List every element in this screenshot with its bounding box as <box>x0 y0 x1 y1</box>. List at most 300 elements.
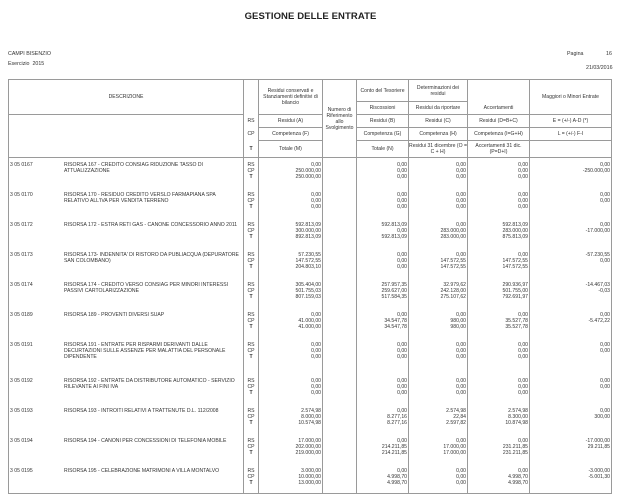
table-body <box>9 158 612 494</box>
cell-value-e: 300,00 <box>594 413 610 420</box>
t-label: T <box>249 323 253 330</box>
cell-col-c <box>409 464 468 494</box>
resource-code: 3 05 0195 <box>10 467 33 474</box>
cell-value-c: 980,00 <box>450 317 466 324</box>
cp-label: CP <box>247 347 255 354</box>
cell-value-b: 0,00 <box>397 389 407 396</box>
resource-description: RISORSA 170 - RESIDUO CREDITO VERSLO FARMAPIANA SPA RELATIVO ALL'IVA PER VENDITA TERRENO <box>64 191 216 204</box>
cell-value-a: 0,00 <box>311 341 321 348</box>
cell-description <box>9 338 244 374</box>
cell-col-a <box>259 374 323 404</box>
resource-description: RISORSA 195 - CELEBRAZIONE MATRIMONI A VILLA MONTALVO <box>64 467 220 474</box>
cp-label: CP <box>247 317 255 324</box>
cell-value-e: -3.000,00 <box>588 467 610 474</box>
cell-value-c: 0,00 <box>456 168 466 174</box>
cell-numero <box>323 404 357 434</box>
cell-value-d: 290.936,97 <box>502 281 528 288</box>
cell-value-c: 0,00 <box>456 197 466 204</box>
cell-value-a: 202.000,00 <box>295 443 321 450</box>
cell-description <box>9 404 244 434</box>
cell-rs-labels <box>244 374 259 404</box>
cell-col-g <box>357 338 409 374</box>
header-col-g-rs: Residui (B) <box>357 115 409 128</box>
cell-value-b: 0,00 <box>397 227 407 234</box>
cell-value-b: 0,00 <box>397 162 407 168</box>
cell-value-e: -14.467,03 <box>585 281 610 288</box>
header-col-a-cp: Competenza (F) <box>259 128 323 141</box>
header-col-d-blank <box>468 80 530 102</box>
cell-col-e <box>530 218 612 248</box>
header-col-g-sub: Riscossioni <box>357 102 409 115</box>
cell-description <box>9 158 244 188</box>
cell-value-c: 17.000,00 <box>443 443 466 450</box>
cell-value-d: 0,00 <box>518 197 528 204</box>
t-label: T <box>249 293 253 300</box>
cell-col-a <box>259 404 323 434</box>
t-label: T <box>249 389 253 396</box>
cell-value-b: 34.547,78 <box>384 317 407 324</box>
cell-value-c: 0,00 <box>456 251 466 258</box>
cell-rs-labels <box>244 308 259 338</box>
header-rs-blank <box>244 80 259 115</box>
entity-name: CAMPI BISENZIO <box>8 51 51 57</box>
cp-label: CP <box>247 287 255 294</box>
cell-value-a: 250.000,00 <box>295 168 321 174</box>
cell-value-a: 892.813,09 <box>295 233 321 240</box>
cell-value-b: 0,00 <box>397 174 407 180</box>
cell-value-e: 29.211,85 <box>587 443 610 450</box>
cell-col-a <box>259 338 323 374</box>
rs-label: RS <box>247 251 255 258</box>
cp-label: CP <box>247 197 255 204</box>
cell-value-a: 204.803,10 <box>295 263 321 270</box>
cell-value-d: 0,00 <box>518 353 528 360</box>
cell-value-c: 283.000,00 <box>440 233 466 240</box>
cell-value-d: 0,00 <box>518 174 528 180</box>
cell-value-d: 0,00 <box>518 347 528 354</box>
header-col-g-t: Totale (N) <box>357 141 409 158</box>
cell-rs-labels <box>244 188 259 218</box>
header-col-e-t <box>530 141 612 158</box>
cell-numero <box>323 308 357 338</box>
cell-value-e: -17.000,00 <box>585 227 610 234</box>
cp-label: CP <box>247 168 255 174</box>
cell-description <box>9 278 244 308</box>
t-label: T <box>249 449 253 456</box>
table-row <box>9 278 612 308</box>
cell-numero <box>323 374 357 404</box>
cell-value-e: 0,00 <box>600 383 610 390</box>
cell-col-c <box>409 158 468 188</box>
cell-value-e: -17.000,00 <box>585 437 610 444</box>
cell-value-c: 275.107,62 <box>440 293 466 300</box>
cell-col-a <box>259 308 323 338</box>
cell-value-a: 3.000,00 <box>301 467 321 474</box>
cell-value-b: 0,00 <box>397 197 407 204</box>
cell-value-c: 147.572,55 <box>440 257 466 264</box>
resource-code: 3 05 0174 <box>10 281 33 288</box>
cell-value-b: 4.998,70 <box>387 479 407 486</box>
cell-col-a <box>259 188 323 218</box>
rs-label: RS <box>247 311 255 318</box>
cell-description <box>9 374 244 404</box>
t-label: T <box>249 353 253 360</box>
cell-value-d: 4.998,70 <box>508 479 528 486</box>
cell-value-a: 147.572,55 <box>295 257 321 264</box>
cell-col-e <box>530 338 612 374</box>
header-col-c-t: Residui 31 dicembre (O = C + H) <box>409 141 468 158</box>
rs-label: RS <box>247 162 255 168</box>
cell-value-b: 8.277,16 <box>387 419 407 426</box>
header-col-c-group: Determinazioni dei residui <box>409 80 468 102</box>
header-numero: Numero di Riferimento allo Svolgimento <box>323 80 357 158</box>
cell-value-d: 0,00 <box>518 389 528 396</box>
cell-description <box>9 434 244 464</box>
cell-col-c <box>409 308 468 338</box>
table-row <box>9 464 612 494</box>
cell-value-a: 0,00 <box>311 197 321 204</box>
cell-col-d <box>468 158 530 188</box>
resource-description: RISORSA 174 - CREDITO VERSO CONSIAG PER MINORI INTERESSI PASSIVI CARTOLARIZZAZIONE <box>64 281 229 294</box>
rs-label: RS <box>247 437 255 444</box>
cell-value-a: 41.000,00 <box>298 323 321 330</box>
header-col-c-sub: Residui da riportare <box>409 102 468 115</box>
cell-value-c: 0,00 <box>456 437 466 444</box>
cell-value-a: 10.000,00 <box>298 473 321 480</box>
cell-numero <box>323 248 357 278</box>
cell-col-e <box>530 278 612 308</box>
rs-label: RS <box>247 467 255 474</box>
cell-value-c: 32.979,62 <box>443 281 466 288</box>
t-label: T <box>249 233 253 240</box>
cell-value-c: 283.000,00 <box>440 227 466 234</box>
cell-value-e: 0,00 <box>600 311 610 318</box>
t-label: T <box>249 479 253 486</box>
header-col-e-group: Maggiori o Minori Entrate <box>530 80 612 115</box>
table-row <box>9 188 612 218</box>
cell-value-a: 0,00 <box>311 377 321 384</box>
cell-value-b: 592.813,09 <box>381 221 407 228</box>
cell-value-a: 305.404,00 <box>295 281 321 288</box>
cell-value-d: 147.572,55 <box>502 263 528 270</box>
cell-col-d <box>468 308 530 338</box>
cell-value-d: 0,00 <box>518 162 528 168</box>
cell-value-e: 0,00 <box>600 191 610 198</box>
cell-value-c: 0,00 <box>456 311 466 318</box>
cell-col-d <box>468 338 530 374</box>
cell-value-c: 0,00 <box>456 203 466 210</box>
cell-value-c: 0,00 <box>456 479 466 486</box>
cell-col-e <box>530 374 612 404</box>
cell-col-e <box>530 464 612 494</box>
cell-value-d: 0,00 <box>518 437 528 444</box>
cell-value-b: 259.627,00 <box>381 287 407 294</box>
cell-col-e <box>530 308 612 338</box>
resource-code: 3 05 0192 <box>10 377 33 384</box>
cell-value-c: 17.000,00 <box>443 449 466 456</box>
cell-col-c <box>409 434 468 464</box>
header-cp: CP <box>244 128 259 141</box>
header-col-g-cp: Competenza (G) <box>357 128 409 141</box>
table-row <box>9 374 612 404</box>
cell-numero <box>323 338 357 374</box>
cell-value-c: 0,00 <box>456 377 466 384</box>
cell-value-c: 0,00 <box>456 341 466 348</box>
resource-description: RISORSA 172 - ESTRA RETI GAS - CANONE CONCESSORIO ANNO 2011 <box>64 221 238 228</box>
cell-rs-labels <box>244 404 259 434</box>
table-row <box>9 218 612 248</box>
cell-value-d: 147.572,55 <box>502 257 528 264</box>
cell-value-b: 0,00 <box>397 257 407 264</box>
cell-col-g <box>357 188 409 218</box>
cell-value-a: 219.000,00 <box>295 449 321 456</box>
exercise-info <box>8 61 44 67</box>
cell-col-d <box>468 278 530 308</box>
resource-description: RISORSA 192 - ENTRATE DA DISTRIBUTORE AUTOMATICO - SERVIZIO RILEVANTE AI FINI IVA <box>64 377 235 390</box>
cell-numero <box>323 218 357 248</box>
cell-rs-labels <box>244 464 259 494</box>
cell-value-e: -250.000,00 <box>582 168 610 174</box>
cell-value-b: 0,00 <box>397 263 407 270</box>
header-t: T <box>244 141 259 158</box>
rs-label: RS <box>247 281 255 288</box>
cp-label: CP <box>247 443 255 450</box>
cell-value-b: 214.211,85 <box>381 443 407 450</box>
cell-col-c <box>409 218 468 248</box>
cell-value-c: 0,00 <box>456 347 466 354</box>
cell-value-a: 2.574,98 <box>301 407 321 414</box>
cell-numero <box>323 434 357 464</box>
cell-value-d: 0,00 <box>518 203 528 210</box>
cell-value-a: 250.000,00 <box>295 174 321 180</box>
cell-value-a: 10.574,98 <box>298 419 321 426</box>
cell-value-c: 980,00 <box>450 323 466 330</box>
header-col-a-group: Residui conservati e Stanziamenti definitivi di bilancio <box>259 80 323 115</box>
cell-value-c: 242.128,00 <box>440 287 466 294</box>
header-col-d-sub: Accertamenti <box>468 102 530 115</box>
cell-numero <box>323 158 357 188</box>
cell-value-c: 0,00 <box>456 162 466 168</box>
cell-value-b: 0,00 <box>397 168 407 174</box>
cell-col-c <box>409 404 468 434</box>
cell-value-d: 792.691,97 <box>502 293 528 300</box>
cell-value-d: 4.998,70 <box>508 473 528 480</box>
cell-value-b: 0,00 <box>397 383 407 390</box>
header-col-d-t: Accertamenti 31 dic. (P=D+I) <box>468 141 530 158</box>
cell-col-e <box>530 188 612 218</box>
cell-value-b: 0,00 <box>397 407 407 414</box>
report-title: GESTIONE DELLE ENTRATE <box>244 11 377 22</box>
cell-value-a: 0,00 <box>311 383 321 390</box>
t-label: T <box>249 203 253 210</box>
cell-col-c <box>409 374 468 404</box>
header-rs: RS <box>244 115 259 128</box>
table-row <box>9 338 612 374</box>
cell-value-b: 0,00 <box>397 353 407 360</box>
header-col-c-rs: Residui (C) <box>409 115 468 128</box>
cell-col-c <box>409 188 468 218</box>
cell-value-b: 8.277,16 <box>387 413 407 420</box>
cell-numero <box>323 464 357 494</box>
cell-value-e: 0,00 <box>600 341 610 348</box>
header-col-a-t: Totale (M) <box>259 141 323 158</box>
cell-value-a: 0,00 <box>311 162 321 168</box>
cell-value-c: 0,00 <box>456 473 466 480</box>
cell-value-e: 0,00 <box>600 407 610 414</box>
cell-value-d: 0,00 <box>518 383 528 390</box>
cell-value-d: 8.300,00 <box>508 413 528 420</box>
cell-description <box>9 188 244 218</box>
cell-value-a: 0,00 <box>311 311 321 318</box>
cell-value-b: 0,00 <box>397 341 407 348</box>
cell-rs-labels <box>244 218 259 248</box>
cell-value-e: 0,00 <box>600 162 610 168</box>
cell-value-c: 22,84 <box>453 413 466 420</box>
cell-col-d <box>468 374 530 404</box>
cell-rs-labels <box>244 158 259 188</box>
resource-description: RISORSA 167 - CREDITO CONSIAG RIDUZIONE TASSO DI ATTUALIZZAZIONE <box>64 162 203 174</box>
cell-col-g <box>357 374 409 404</box>
cell-value-d: 231.211,85 <box>502 443 528 450</box>
cell-col-d <box>468 404 530 434</box>
cell-col-e <box>530 158 612 188</box>
cell-value-a: 0,00 <box>311 389 321 396</box>
table-row <box>9 308 612 338</box>
resource-code: 3 05 0191 <box>10 341 33 348</box>
cell-col-g <box>357 218 409 248</box>
cell-value-c: 2.597,82 <box>446 419 466 426</box>
cell-col-g <box>357 248 409 278</box>
cell-description <box>9 248 244 278</box>
header-col-c-cp: Competenza (H) <box>409 128 468 141</box>
cell-value-c: 147.572,55 <box>440 263 466 270</box>
cell-col-c <box>409 338 468 374</box>
cell-value-a: 57.230,55 <box>298 251 321 258</box>
header-description: DESCRIZIONE <box>9 80 244 115</box>
cell-value-c: 0,00 <box>456 191 466 198</box>
cell-value-a: 0,00 <box>311 353 321 360</box>
cell-value-c: 0,00 <box>456 383 466 390</box>
cell-value-b: 257.957,35 <box>381 281 407 288</box>
cell-value-c: 0,00 <box>456 467 466 474</box>
header-col-e-rs: E = (+/-) A-D (*) <box>530 115 612 128</box>
cell-value-b: 592.813,09 <box>381 233 407 240</box>
cell-value-a: 8.000,00 <box>301 413 321 420</box>
cell-value-d: 231.211,85 <box>502 449 528 456</box>
cell-col-c <box>409 278 468 308</box>
cell-value-e: 0,00 <box>600 257 610 264</box>
cell-value-c: 2.574,98 <box>446 407 466 414</box>
cell-value-c: 0,00 <box>456 353 466 360</box>
exercise-year: 2015 <box>32 61 45 67</box>
t-label: T <box>249 174 253 180</box>
cell-col-g <box>357 404 409 434</box>
resource-description: RISORSA 173- INDENNITA' DI RISTORO DA PUBLIACQUA (DEPURATORE SAN COLOMBANO) <box>64 251 239 264</box>
resource-code: 3 05 0194 <box>10 437 33 444</box>
rs-label: RS <box>247 221 255 228</box>
cell-col-e <box>530 404 612 434</box>
cell-col-d <box>468 464 530 494</box>
cp-label: CP <box>247 257 255 264</box>
cell-col-d <box>468 188 530 218</box>
cell-value-d: 0,00 <box>518 467 528 474</box>
resource-code: 3 05 0172 <box>10 221 33 228</box>
header-col-a-rs: Residui (A) <box>259 115 323 128</box>
cell-col-d <box>468 248 530 278</box>
header-description-cont <box>9 115 244 158</box>
cell-value-d: 0,00 <box>518 341 528 348</box>
cell-value-c: 0,00 <box>456 221 466 228</box>
cell-col-d <box>468 434 530 464</box>
cell-col-a <box>259 278 323 308</box>
cell-rs-labels <box>244 278 259 308</box>
page-number: 16 <box>606 51 612 57</box>
rs-label: RS <box>247 341 255 348</box>
cell-value-a: 0,00 <box>311 191 321 198</box>
cell-value-a: 501.755,03 <box>295 287 321 294</box>
cp-label: CP <box>247 383 255 390</box>
header-col-d-cp: Competenza (I=G+H) <box>468 128 530 141</box>
cp-label: CP <box>247 227 255 234</box>
cell-description <box>9 464 244 494</box>
cell-col-a <box>259 464 323 494</box>
cell-value-a: 41.000,00 <box>298 317 321 324</box>
cp-label: CP <box>247 473 255 480</box>
cell-value-a: 300.000,00 <box>295 227 321 234</box>
t-label: T <box>249 263 253 270</box>
exercise-label: Esercizio <box>8 61 30 67</box>
resource-description: RISORSA 191 - ENTRATE PER RISPARMI DERIVANTI DALLE DECURTAZIONI SULLE ASSENZE PER MALATTIA DEL PERSONALE DIPENDENTE <box>64 341 226 360</box>
rs-label: RS <box>247 407 255 414</box>
resource-description: RISORSA 194 - CANONI PER CONCESSIONI DI TELEFONIA MOBILE <box>64 437 227 444</box>
cell-col-g <box>357 158 409 188</box>
resource-description: RISORSA 193 - INTROITI RELATIVI A TRATTENUTE D.L. 112/2008 <box>64 407 219 414</box>
cell-value-d: 35.527,78 <box>505 317 528 324</box>
header-col-d-rs: Residui (D=B+C) <box>468 115 530 128</box>
cell-col-e <box>530 434 612 464</box>
cell-value-b: 0,00 <box>397 311 407 318</box>
cell-value-d: 501.755,00 <box>502 287 528 294</box>
rs-label: RS <box>247 191 255 198</box>
cell-value-e: -57.230,55 <box>585 251 610 258</box>
cell-value-b: 4.998,70 <box>387 473 407 480</box>
resource-code: 3 05 0189 <box>10 311 33 318</box>
table-row <box>9 248 612 278</box>
cell-value-a: 592.813,09 <box>295 221 321 228</box>
cell-col-g <box>357 464 409 494</box>
table-row <box>9 404 612 434</box>
cell-value-d: 10.874,98 <box>505 419 528 426</box>
cell-value-c: 0,00 <box>456 174 466 180</box>
cell-col-g <box>357 278 409 308</box>
cell-description <box>9 308 244 338</box>
cell-value-d: 592.813,09 <box>502 221 528 228</box>
cell-col-a <box>259 434 323 464</box>
report-date: 21/03/2016 <box>586 65 613 71</box>
cell-value-d: 0,00 <box>518 311 528 318</box>
cell-value-d: 2.574,98 <box>508 407 528 414</box>
resource-code: 3 05 0193 <box>10 407 33 414</box>
cell-value-c: 0,00 <box>456 389 466 396</box>
cell-value-a: 0,00 <box>311 203 321 210</box>
cell-value-b: 0,00 <box>397 191 407 198</box>
rs-label: RS <box>247 377 255 384</box>
cell-value-b: 0,00 <box>397 467 407 474</box>
cell-value-e: -5.472,22 <box>588 317 610 324</box>
cp-label: CP <box>247 413 255 420</box>
header-col-e-cp: L = (+/-) F-I <box>530 128 612 141</box>
cell-value-a: 0,00 <box>311 347 321 354</box>
